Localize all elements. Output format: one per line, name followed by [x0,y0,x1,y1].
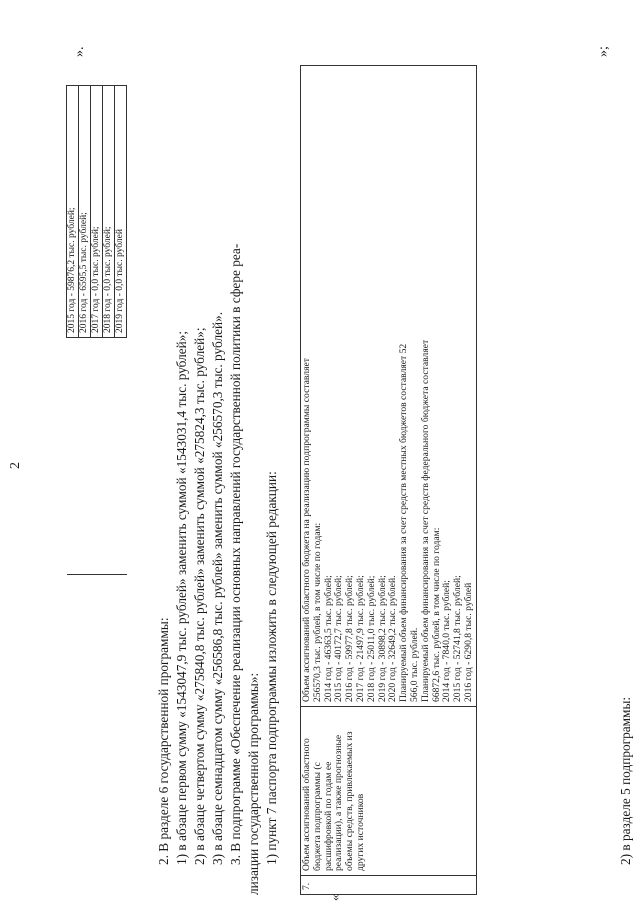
content-line: 2019 год - 30898,2 тыс. рублей; [376,575,388,702]
paragraph-passport-item: 1) пункт 7 паспорта подпрограммы изложить в следующей редакции: [264,471,279,865]
paragraph-section-6: 2. В разделе 6 государственной программы: [156,617,171,865]
passport-table [300,65,477,895]
paragraph-section-5: 2) в разделе 5 подпрограммы: [618,696,633,865]
paragraph-subprogram-cont: лизации государственной программы»: [246,672,261,895]
table-row [79,86,91,575]
funding-year-cell: 2016 год - 6595,5 тыс. рублей; [79,86,91,338]
table-row [115,86,127,575]
empty-cell [67,338,79,575]
content-line: 2015 год - 52741,8 тыс. рублей; [452,575,464,702]
opening-quote: « [327,894,342,901]
table-row [67,86,79,575]
funding-year-cell: 2019 год - 0,0 тыс. рублей [115,86,127,338]
empty-cell [91,338,103,575]
table-row [91,86,103,575]
row-content [301,66,477,707]
content-line: 2017 год - 21497,9 тыс. рублей; [354,575,366,702]
row-label: Объем ассигнований областного бюджета подпрограммы (с расшифровкой по годам ее реализации), а также прогнозные объемы средств, привлекаемых из других источников [301,707,477,876]
empty-cell [103,338,115,575]
content-line: 256570,3 тыс. рублей, в том числе по годам: [311,522,323,702]
funding-year-cell: 2017 год - 0,0 тыс. рублей; [91,86,103,338]
content-line: 2014 год - 46363,5 тыс. рублей; [322,575,334,702]
content-line: 2016 год - 59977,8 тыс. рублей; [344,575,356,702]
previous-table-fragment [66,85,127,575]
paragraph-subprogram: 3. В подпрограмме «Обеспечение реализации основных направлений государственной политики в сфере реа- [228,243,243,865]
content-line: 2014 год - 7840,0 тыс. рублей; [441,580,453,702]
content-line: 2016 год - 6290,8 тыс. рублей [462,582,474,702]
content-line: 2018 год - 25011,0 тыс. рублей; [365,575,377,702]
table-closing-quote: »; [596,46,611,57]
table-row [103,86,115,575]
content-line: Объем ассигнований областного бюджета на реализацию подпрограммы составляет [301,358,312,702]
content-line: Планируемый объем финансирования за счет средств местных бюджетов составляет 52 [398,343,410,702]
content-line: Планируемый объем финансирования за счет средств федерального бюджета составляет [419,339,431,702]
content-line: 2015 год - 40172,7 тыс. рублей; [333,575,345,702]
paragraph-item-1: 1) в абзаце первом сумму «1543047,9 тыс. рублей» заменить суммой «1543031,4 тыс. рублей»; [174,330,189,865]
paragraph-item-3: 3) в абзаце семнадцатом сумму «256586,8 тыс. рублей» заменить суммой «256570,3 тыс. рублей». [210,311,225,865]
table-row [301,66,477,895]
empty-cell [79,338,91,575]
empty-cell [115,338,127,575]
content-line: 566,0 тыс. рублей. [408,627,420,702]
funding-year-cell: 2018 год - 0,0 тыс. рублей; [103,86,115,338]
content-line: 2020 год - 32649,2 тыс. рублей. [387,575,399,702]
content-line: 66872,6 тыс. рублей, в том числе по годам: [430,527,442,702]
paragraph-item-2: 2) в абзаце четвертом сумму «275840,8 тыс. рублей» заменить суммой «275824,3 тыс. рублей»; [192,327,207,865]
row-number: 7. [301,876,477,895]
closing-quote: ». [72,46,87,57]
page-number: 2 [8,462,23,469]
funding-year-cell: 2015 год - 59876,2 тыс. рублей; [67,86,79,338]
